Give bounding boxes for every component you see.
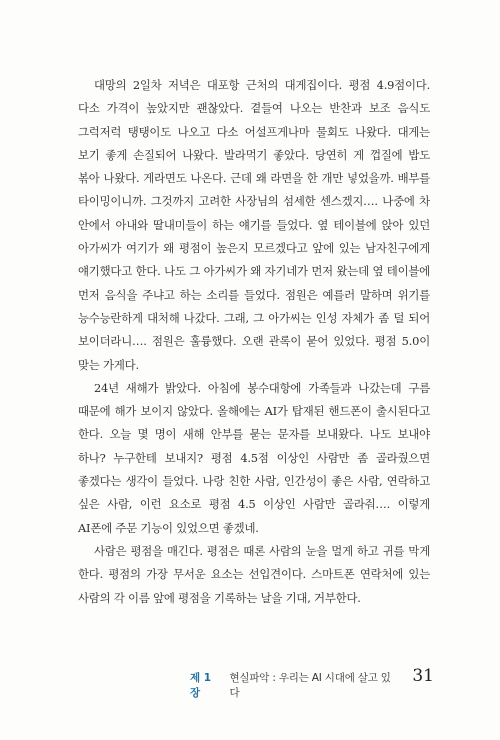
chapter-label: 제 1 장	[190, 672, 212, 699]
page-body	[78, 74, 430, 610]
page-number: 31	[412, 666, 434, 686]
paragraph-3: 사람은 평점을 매긴다. 평점은 때론 사람의 눈을 멀게 하고 귀를 막게 한다. 평점의 가장 무서운 요소는 선입견이다. 스마트폰 연락처에 있는 사람의 각 이름 앞에 평점을 기록하는 날을 기대, 거부한다.	[78, 543, 430, 605]
chapter-title: 현실파악 : 우리는 AI 시대에 살고 있다	[229, 672, 391, 699]
paragraph-1: 대망의 2일차 저녁은 대포항 근처의 대게집이다. 평점 4.9점이다. 다소 가격이 높았지만 괜찮았다. 곁들여 나오는 반찬과 보조 음식도 그럭저럭 탱탱이도 나오고 다소 어설프게나마 물회도 나왔다. 대게는 보기 좋게 손질되어 나왔다. 발라먹기 좋았다. 당연히 게 껍질에 밥도 볶아 나왔다. 게라면도 나온다. 근데 왜 라면을 한 개만 넣었을까. 배부를 타이밍이니까. 그것까지 고려한 사장님의 섬세한 센스겠지…. 나중에 차 안에서 아내와 딸내미들이 하는 얘기를 들었다. 옆 테이블에 앉아 있던 아가씨가 여기가 왜 평점이 높은지 모르겠다고 앞에 있는 남자친구에게 얘기했다고 한다. 나도 그 아가씨가 왜 자기네가 먼저 왔는데 옆 테이블에 먼저 음식을 주냐고 하는 소리를 들었다. 점원은 예를러 말하며 위기를 능수능란하게 대처해 나갔다. 그래, 그 아가씨는 인성 자체가 좀 덜 되어 보이더라니…. 점원은 훌륭했다. 오랜 관록이 묻어 있었다. 평점 5.0이 맞는 가게다.	[78, 78, 430, 372]
page-footer	[190, 666, 434, 700]
paragraph-2: 24년 새해가 밝았다. 아침에 봉수대항에 가족들과 나갔는데 구름 때문에 해가 보이지 않았다. 올해에는 AI가 탑재된 핸드폰이 출시된다고 한다. 오늘 몇 명이 새해 안부를 묻는 문자를 보내왔다. 나도 보내야 하나? 누구한테 보내지? 평점 4.5점 이상인 사람만 좀 골라줬으면 좋겠다는 생각이 들었다. 나랑 친한 사람, 인간성이 좋은 사람, 연락하고 싶은 사람, 이런 요소로 평점 4.5 이상인 사람만 골라줘…. 이렇게 AI폰에 주문 기능이 있었으면 좋겠네.	[78, 380, 430, 535]
